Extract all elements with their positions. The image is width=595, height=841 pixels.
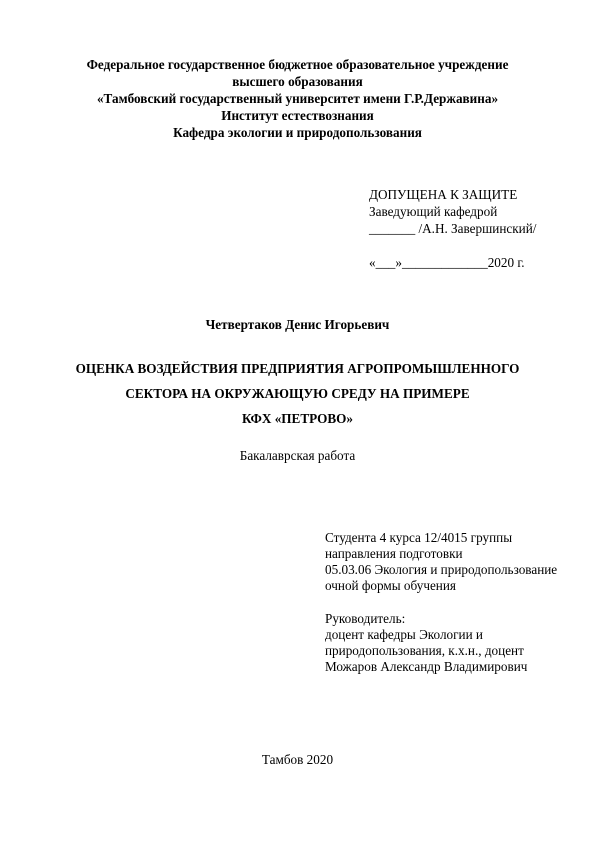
student-line-course: Студента 4 курса 12/4015 группы — [325, 530, 513, 545]
header-line-federal: Федеральное государственное бюджетное образовательное учреждение — [86, 57, 509, 72]
header-line-university: «Тамбовский государственный университет имени Г.Р.Державина» — [96, 91, 499, 106]
supervisor-label: Руководитель: — [325, 611, 406, 626]
student-line-program: 05.03.06 Экология и природопользование — [325, 562, 558, 577]
approval-signature: _______ /А.Н. Завершинский/ — [369, 221, 537, 236]
supervisor-line-1: доцент кафедры Экологии и — [325, 627, 483, 642]
work-type: Бакалаврская работа — [239, 448, 356, 463]
approval-date: «___»_____________2020 г. — [369, 255, 525, 270]
author-name: Четвертаков Денис Игорьевич — [205, 317, 390, 332]
thesis-title — [20, 356, 575, 431]
city-year: Тамбов 2020 — [261, 752, 334, 767]
student-line-direction: направления подготовки — [325, 546, 463, 561]
student-line-form: очной формы обучения — [325, 578, 456, 593]
student-spacer — [325, 594, 557, 611]
supervisor-name: Можаров Александр Владимирович — [325, 659, 528, 674]
approval-block — [369, 186, 536, 271]
institution-header — [40, 56, 555, 141]
header-line-institute: Институт естествознания — [221, 108, 374, 123]
thesis-title-line-1: ОЦЕНКА ВОЗДЕЙСТВИЯ ПРЕДПРИЯТИЯ АГРОПРОМЫШЛЕННОГО — [75, 361, 520, 376]
approval-status: ДОПУЩЕНА К ЗАЩИТЕ — [369, 187, 518, 202]
header-line-department: Кафедра экологии и природопользования — [173, 125, 422, 140]
student-info-block — [325, 530, 557, 675]
approval-position: Заведующий кафедрой — [369, 204, 498, 219]
supervisor-line-2: природопользования, к.х.н., доцент — [325, 643, 524, 658]
approval-spacer — [369, 237, 536, 254]
header-line-education: высшего образования — [232, 74, 363, 89]
thesis-title-line-3: КФХ «ПЕТРОВО» — [241, 411, 354, 426]
thesis-title-line-2: СЕКТОРА НА ОКРУЖАЮЩУЮ СРЕДУ НА ПРИМЕРЕ — [125, 386, 470, 401]
